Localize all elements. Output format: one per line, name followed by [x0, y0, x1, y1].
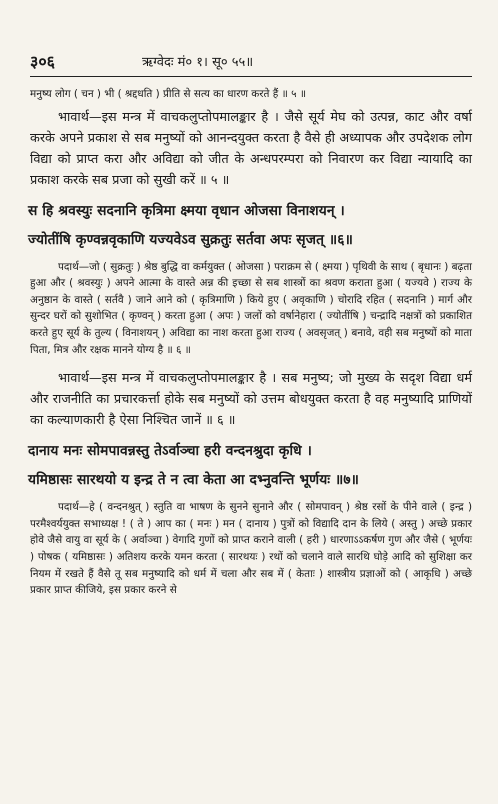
header-rule — [30, 76, 472, 77]
mantra-7-line-2: यमिष्ठासः सारथयो य इन्द्र ते न त्वा केता आ दभ्नुवन्ति भूर्णयः ॥७॥ — [28, 472, 359, 489]
page-body — [30, 86, 472, 599]
bhavartha-6: भावार्थ—इस मन्त्र में वाचकलुप्तोपमालङ्कार है । सब मनुष्य; जो मुख्य के सदृश विद्या धर्म और राजनीति का प्रचारकर्त्ता होके सब मनुष्यों को उत्तम बोधयुक्त करता है वह मनुष्यादि प्राणियों का कल्याणकारी है ऐसा निश्चित जानें ॥ ६ ॥ — [30, 371, 472, 429]
padartha-7: पदार्थ—हे ( वन्दनश्रुत् ) स्तुति वा भाषण के सुनने सुनाने और ( सोमपावन् ) श्रेष्ठ रसों के पीने वाले ( इन्द्र ) परमैश्वर्ययुक्त सभाध्यक्ष ! ( ते ) आप का ( मनः ) मन ( दानाय ) पुत्रों को विद्यादि दान के लिये ( अस्तु ) अच्छे प्रकार होवे जैसे वायु वा सूर्य के ( अर्वाञ्चा ) वेगादि गुणों को प्राप्त कराने वाली ( हरी ) धारणाऽऽकर्षण गुण और जैसे ( भूर्णयः ) पोषक ( यमिष्ठासः ) अतिशय करके यमन करता ( सारथयः ) रथों को चलाने वाले सारथि घोड़े आदि को सुशिक्षा कर नियम में रखते हैं वैसे तू सब मनुष्यादि को धर्म में चला और सब में ( केताः ) शास्त्रीय प्रज्ञाओं को ( आकृधि ) अच्छे प्रकार प्राप्त कीजिये, इस प्रकार करने से — [30, 501, 472, 597]
page-number: ३०६ — [30, 52, 55, 71]
bhavartha-5: भावार्थ—इस मन्त्र में वाचकलुप्तोपमालङ्कार है । जैसे सूर्य मेघ को उत्पन्न, काट और वर्षा करके अपने प्रकाश से सब मनुष्यों को आनन्दयुक्त करता है वैसे ही अध्यापक और उपदेशक लोग विद्या को प्राप्त करा और अविद्या को जीत के अन्धपरम्परा को निवारण कर विद्या न्यायादि का प्रकाश करके सब प्रजा को सुखी करें ॥ ५ ॥ — [30, 109, 473, 188]
padartha-5-end: मनुष्य लोग ( चन ) भी ( श्रद्दधति ) प्रीति से सत्य का धारण करते हैं ॥ ५ ॥ — [30, 88, 307, 100]
mantra-7 — [28, 437, 472, 495]
running-title: ऋग्वेदः मं० १। सू० ५५॥ — [142, 55, 254, 70]
padartha-6: पदार्थ—जो ( सुक्रतुः ) श्रेष्ठ बुद्धि वा कर्मयुक्त ( ओजसा ) पराक्रम से ( क्ष्मया ) पृथिवी के साथ ( बृधानः ) बढ़ता हुआ और ( श्रवस्युः ) अपने आत्मा के वास्ते अन्न की इच्छा से सब शास्त्रों का श्रवण कराता हुआ ( यज्यवे ) राज्य के अनुष्ठान के वास्ते ( सर्तवै ) जाने आने को ( कृत्रिमाणि ) किये हुए ( अवृकाणि ) चोरादि रहित ( सदनानि ) मार्ग और सुन्दर घरों को सुशोभित ( कृण्वन् ) करता हुआ ( अपः ) जलों को वर्षानेहारा ( ज्योतींषि ) चन्द्रादि नक्षत्रों को प्रकाशित करते हुए सूर्य के तुल्य ( विनाशयन् ) अविद्या का नाश करता हुआ राज्य ( अवसृजत् ) बनावे, वही सब मनुष्यों को माता पिता, मित्र और रक्षक मानने योग्य है ॥ ६ ॥ — [30, 260, 472, 356]
page-header — [30, 50, 472, 70]
mantra-7-line-1: दानाय मनः सोमपावन्नस्तु तेऽर्वाञ्चा हरी वन्दनश्रुदा कृधि । — [28, 443, 312, 460]
spacer — [30, 358, 472, 368]
mantra-6-line-1: स हि श्रवस्युः सदनानि कृत्रिमा क्ष्मया वृधान ओजसा विनाशयन् । — [28, 202, 345, 219]
mantra-6 — [28, 197, 472, 255]
mantra-6-line-2: ज्योतींषि कृण्वन्नवृकाणि यज्यवेऽव सुक्रतुः सर्तवा अपः सृजत् ॥६॥ — [28, 231, 353, 248]
